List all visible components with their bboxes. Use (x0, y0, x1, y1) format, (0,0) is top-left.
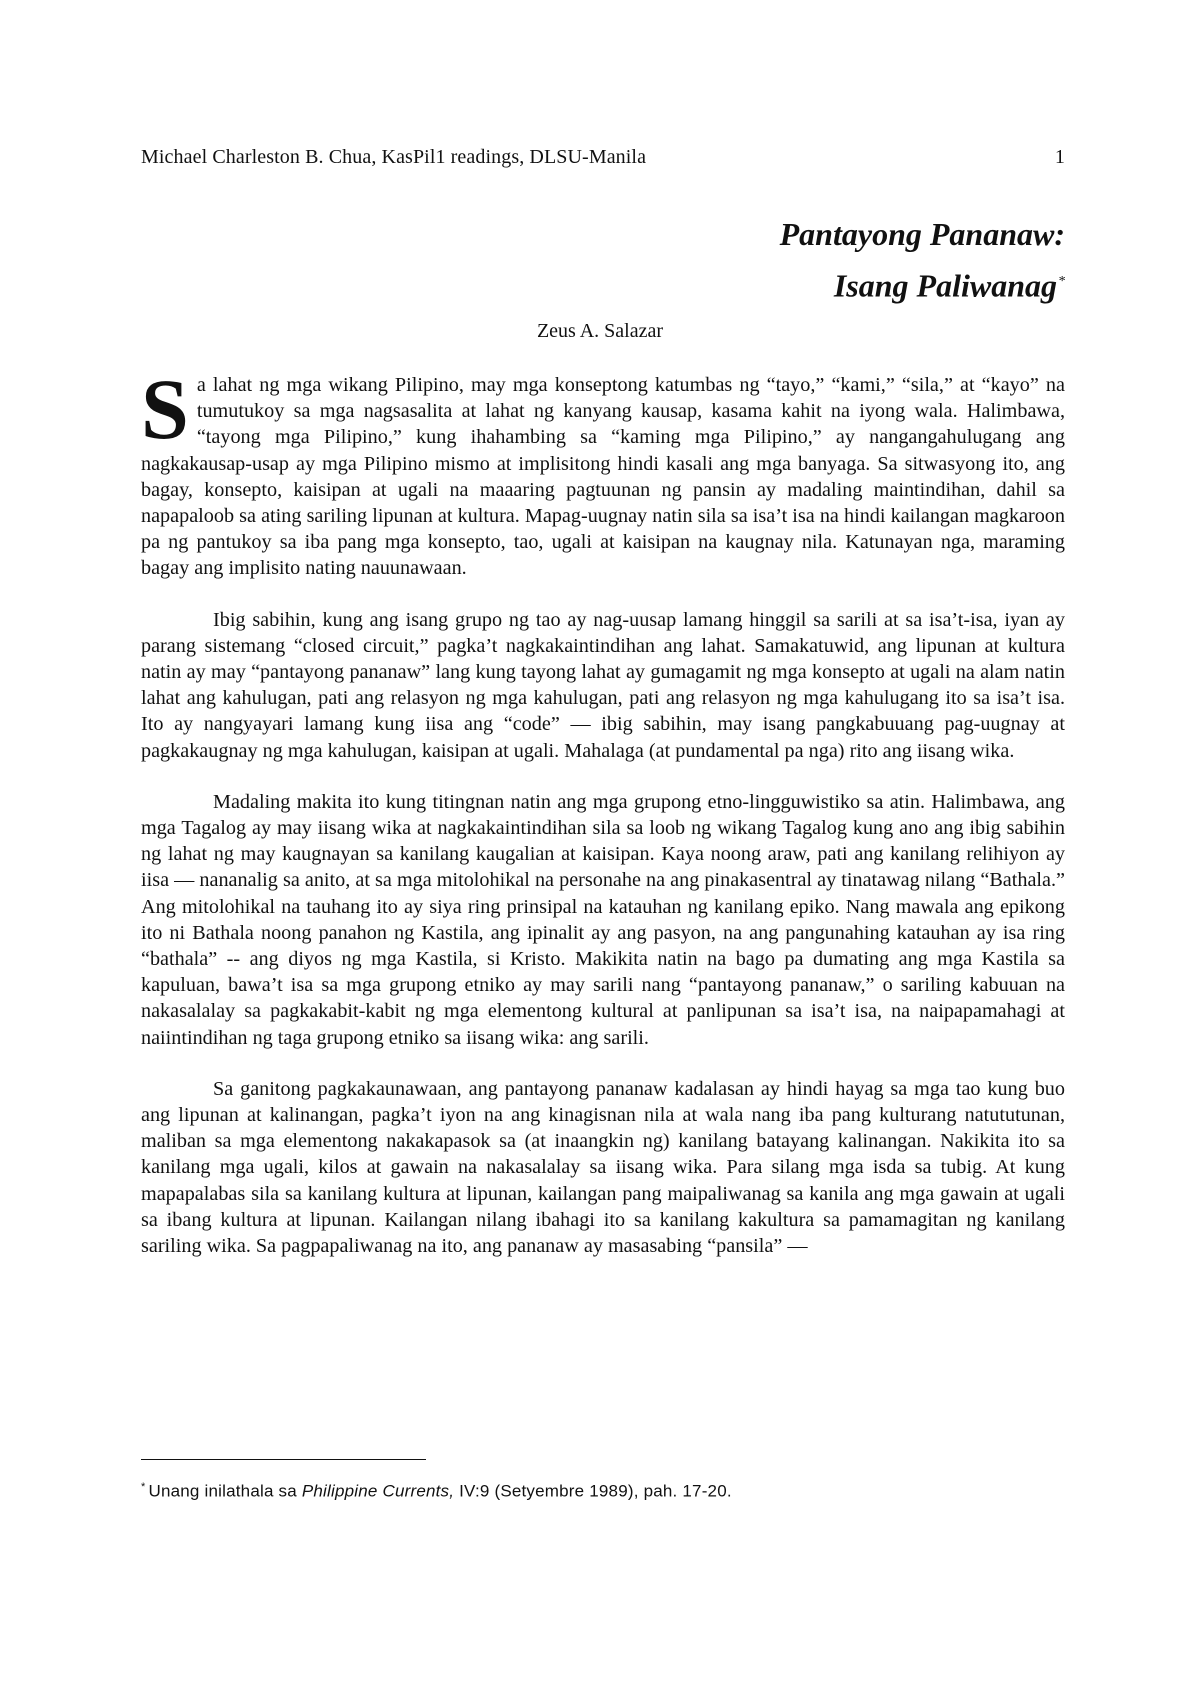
title-line-1: Pantayong Pananaw: (779, 216, 1065, 252)
author-name: Zeus A. Salazar (536, 320, 664, 342)
page-number: 1 (1054, 146, 1065, 168)
footnote (141, 1476, 1065, 1503)
footnote-divider (141, 1459, 426, 1460)
footnote-text-before: Unang inilathala sa (148, 1481, 297, 1501)
footnote-text-after: IV:9 (Setyembre 1989), pah. 17-20. (459, 1481, 732, 1501)
drop-cap: S (141, 361, 189, 457)
paragraph-1-text: a lahat ng mga wikang Pilipino, may mga konseptong katumbas ng “tayo,” “kami,” “sila,” at “kayo” na tumutukoy sa mga nagsasalita at lahat ng kanyang kausap, kasama kahit na iyong wala. Halimbawa, “tayong mga Pilipino,” kung ihahambing sa “kaming mga Pilipino,” ay nangangahulugang ang nagkakausap-usap ay mga Pilipino mismo at implisitong hindi kasali ang mga banyaga. Sa sitwasyong ito, ang bagay, konsepto, kaisipan at ugali na maaaring pagtuunan ng pansin ay madaling maintindihan, dahil sa napapaloob sa ating sariling lipunan at kultura. Mapag-uugnay natin sila sa isa’t isa na hindi kailangan magkaroon pa ng pantukoy sa iba pang mga konsepto, tao, ugali at kaisipan na kaugnay nila. Katunayan nga, maraming bagay ang implisito nating nauunawaan. (141, 374, 1065, 580)
footnote-publication: Philippine Currents, (301, 1481, 455, 1501)
title-line-2-text: Isang Paliwanag (833, 267, 1057, 304)
title-footnote-mark[interactable]: * (1058, 274, 1065, 289)
article-body (141, 361, 1065, 1284)
title-line-2 (780, 258, 1065, 310)
running-title: Michael Charleston B. Chua, KasPil1 readings, DLSU-Manila (141, 146, 647, 168)
running-header (141, 146, 1065, 169)
paragraph-1 (141, 361, 1065, 582)
paragraph-3: Madaling makita ito kung titingnan natin ang mga grupong etno-lingguwistiko sa atin. Halimbawa, ang mga Tagalog ay may iisang wika at nagkakaintindihan sila sa loob ng wikang Tagalog kung ano ang ibig sabihin ng lahat ng may kaugnayan sa kanilang kaugalian at kaisipan. Kaya noong araw, pati ang kanilang relihiyon ay iisa — nananalig sa anito, at sa mga mitolohikal na personahe na ang pinakasentral ay tinatawag nilang “Bathala.” Ang mitolohikal na tauhang ito ay siya ring prinsipal na katauhan ng kanilang epiko. Nang mawala ang epikong ito ni Bathala noong panahon ng Kastila, ang ipinalit ay ang pasyon, na ang pangunahing katauhan ay isa ring “bathala” -- ang diyos ng mga Kastila, si Kristo. Makikita natin na bago pa dumating ang mga Kastila sa kapuluan, bawa’t isa sa mga grupong etniko ay may sarili nang “pantayong pananaw,” o sariling kabuuan na nakasalalay sa pagkakabit-kabit ng mga elementong kultural at panlipunan sa isa’t isa, na naipapamahagi at naiintindihan ng taga grupong etniko sa iisang wika: ang sarili. (141, 790, 1065, 1049)
article-title (780, 210, 1065, 310)
paragraph-2: Ibig sabihin, kung ang isang grupo ng tao ay nag-uusap lamang hinggil sa sarili at sa isa’t-isa, iyan ay parang sistemang “closed circuit,” pagka’t nagkakaintindihan ang lahat. Samakatuwid, ang lipunan at kultura natin ay may “pantayong pananaw” lang kung tayong lahat ay gumagamit ng mga konsepto at ugali na alam natin lahat ang kahulugan, pati ang relasyon ng mga kahulugan, pati ang relasyon ng mga kahulugang ito sa isa’t isa. Ito ay nangyayari lamang kung iisa ang “code” — ibig sabihin, may isang pangkabuuang pag-uugnay at pagkakaugnay ng mga kahulugan, kaisipan at ugali. Mahalaga (at pundamental pa nga) rito ang iisang wika. (141, 608, 1065, 762)
paragraph-4: Sa ganitong pagkakaunawaan, ang pantayong pananaw kadalasan ay hindi hayag sa mga tao kung buo ang lipunan at kalinangan, pagka’t iyon na ang kinagisnan nila at wala nang iba pang kulturang natututunan, maliban sa mga elementong nakakapasok sa (at inaangkin ng) kanilang batayang kalinangan. Nakikita ito sa kanilang mga ugali, kilos at gawain na nakasalalay sa iisang wika. Para silang mga isda sa tubig. At kung mapapalabas sila sa kanilang kultura at lipunan, kailangan pang maipaliwanag sa kanila ang mga gawain at ugali sa ibang kultura at lipunan. Kailangan nilang ibahagi ito sa kanilang kakultura sa pamamagitan ng kanilang sariling wika. Sa pagpapaliwanag na ito, ang pananaw ay masasabing “pansila” — (141, 1077, 1065, 1258)
footnote-mark: * (141, 1481, 146, 1493)
